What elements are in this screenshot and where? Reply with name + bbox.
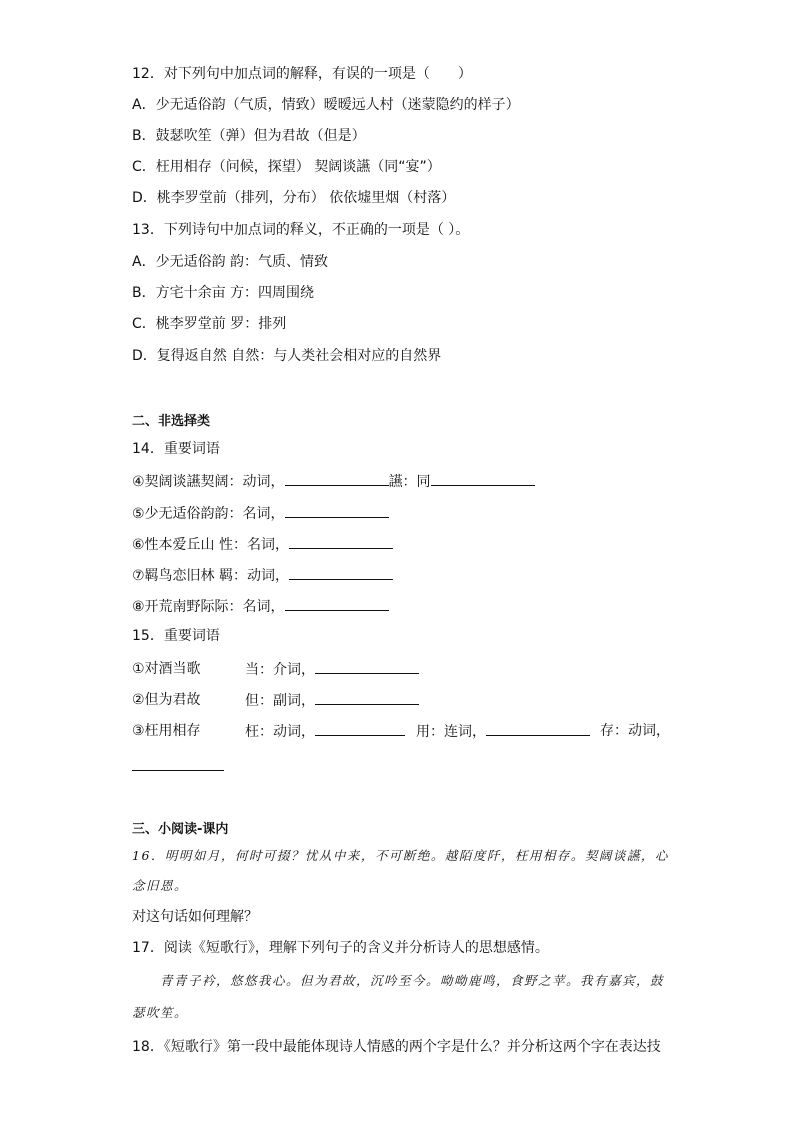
q17-quote-line-2: 瑟吹笙。 (132, 1005, 189, 1020)
q14-item-6 (132, 534, 393, 555)
q14-item-6-label: ⑥性本爱丘山 性：名词， (132, 537, 290, 553)
q17-stem: 17．阅读《短歌行》，理解下列句子的含义并分析诗人的思想感情。 (132, 940, 549, 956)
answer-blank[interactable] (132, 756, 224, 771)
q15-item-3-def-2-label: 用：连词， (416, 724, 486, 740)
q15-stem: 15．重要词语 (132, 628, 220, 644)
q13-option-c: C．桃李罗堂前 罗：排列 (132, 316, 287, 332)
q13-option-d: D．复得返自然 自然：与人类社会相对应的自然界 (132, 348, 442, 364)
answer-blank[interactable] (289, 565, 393, 580)
answer-blank[interactable] (431, 471, 535, 486)
q16-question: 对这句话如何理解？ (132, 909, 258, 925)
answer-blank[interactable] (285, 471, 389, 486)
q15-item-3-def-1-label: 枉：动词， (245, 724, 315, 740)
q15-item-1-word: ①对酒当歌 (132, 661, 201, 677)
q12-option-a: A．少无适俗韵（气质，情致）暧暧远人村（迷蒙隐约的样子） (132, 97, 520, 113)
q15-item-2-def (245, 690, 419, 711)
q14-item-7 (132, 565, 393, 586)
q14-stem: 14．重要词语 (132, 441, 220, 457)
q14-item-4 (132, 471, 535, 492)
answer-blank[interactable] (486, 721, 590, 736)
q13-option-b: B．方宅十余亩 方：四周围绕 (132, 285, 315, 301)
q18-stem: 18．《短歌行》第一段中最能体现诗人情感的两个字是什么？并分析这两个字在表达技 (132, 1039, 661, 1055)
q12-option-c: C．枉用相存（问候，探望） 契阔谈讌（同“宴”） (132, 159, 441, 175)
q15-item-3-word: ③枉用相存 (132, 723, 201, 739)
q13-stem: 13．下列诗句中加点词的释义，不正确的一项是（ ）。 (132, 222, 470, 238)
q16-text-line-2: 念旧恩。 (132, 878, 189, 893)
q15-item-1-def-label: 当：介词， (245, 662, 315, 678)
q16-text-line-1: 16．明明如月，何时可掇？忧从中来，不可断绝。越陌度阡，枉用相存。契阔谈讌，心 (132, 848, 669, 863)
q14-item-5-label: ⑤少无适俗韵韵：名词， (132, 506, 285, 522)
q15-item-2-def-label: 但：副词， (245, 693, 315, 709)
q15-item-3-def-1 (245, 721, 405, 742)
q12-stem: 12．对下列句中加点词的解释，有误的一项是（ ） (132, 66, 472, 82)
q14-item-4-label: ④契阔谈讌契阔：动词， (132, 474, 285, 490)
q17-quote-line-1: 青青子衿，悠悠我心。但为君故，沉吟至今。呦呦鹿鸣，食野之苹。我有嘉宾，鼓 (160, 973, 665, 988)
q14-item-7-label: ⑦羁鸟恋旧林 羁：动词， (132, 568, 290, 584)
answer-blank[interactable] (285, 596, 389, 611)
q15-item-2-word: ②但为君故 (132, 692, 201, 708)
q15-item-3-def-3-blank (132, 756, 224, 777)
q13-option-a: A．少无适俗韵 韵：气质、情致 (132, 254, 329, 270)
q15-item-3-def-3: 存：动词， (600, 723, 670, 739)
q15-item-3-def-2 (416, 721, 590, 742)
q14-item-8-label: ⑧开荒南野际际：名词， (132, 599, 285, 615)
section2-title: 二、非选择类 (132, 414, 211, 429)
q14-item-4-label-2: 讌：同 (388, 474, 431, 490)
answer-blank[interactable] (315, 721, 405, 736)
answer-blank[interactable] (315, 659, 419, 674)
answer-blank[interactable] (289, 534, 393, 549)
q12-option-d: D．桃李罗堂前（排列，分布） 依依墟里烟（村落） (132, 190, 456, 206)
answer-blank[interactable] (285, 503, 389, 518)
q14-item-5 (132, 503, 389, 524)
q14-item-8 (132, 596, 389, 617)
section3-title: 三、小阅读-课内 (132, 822, 229, 837)
q15-item-1-def (245, 659, 419, 680)
answer-blank[interactable] (315, 690, 419, 705)
q12-option-b: B．鼓瑟吹笙（弹）但为君故（但是） (132, 128, 366, 144)
